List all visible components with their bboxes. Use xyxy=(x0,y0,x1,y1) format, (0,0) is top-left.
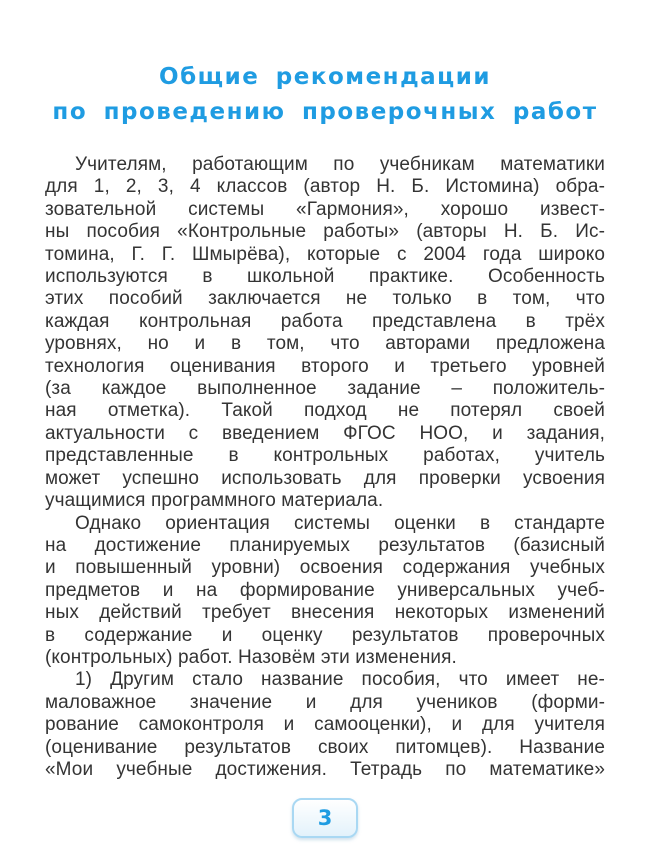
text-line: представленные в контрольных работах, учитель xyxy=(45,445,605,467)
text-line: и повышенный уровни) освоения содержания учебных xyxy=(45,557,605,579)
page-title xyxy=(35,60,615,130)
text-line: (оценивание результатов своих питомцев). Название xyxy=(45,736,605,758)
text-line: Однако ориентация системы оценки в стандарте xyxy=(75,512,605,534)
text-line: ны пособия «Контрольные работы» (авторы Н. Б. Ис- xyxy=(45,221,605,243)
text-line: каждая контрольная работа представлена в трёх xyxy=(45,310,605,332)
page-number: 3 xyxy=(317,806,333,830)
text-line: актуальности с введением ФГОС НОО, и задания, xyxy=(45,422,605,444)
text-line: 1) Другим стало название пособия, что имеет не- xyxy=(75,669,605,691)
page-title-line-2: по проведению проверочных работ xyxy=(52,99,598,125)
page-title-line-1: Общие рекомендации xyxy=(159,64,491,90)
text-line: в содержание и оценку результатов проверочных xyxy=(45,624,605,646)
text-line: рование самоконтроля и самооценки), и для учителя xyxy=(45,714,605,736)
text-line: предметов и на формирование универсальных учеб- xyxy=(45,579,605,601)
text-line: ных действий требует внесения некоторых изменений xyxy=(45,602,605,624)
body-text xyxy=(45,154,605,781)
text-line: этих пособий заключается не только в том, что xyxy=(45,288,605,310)
text-line: (за каждое выполненное задание – положитель- xyxy=(45,378,605,400)
text-line: технология оценивания второго и третьего уровней xyxy=(45,355,605,377)
text-line: для 1, 2, 3, 4 классов (автор Н. Б. Истомина) обра- xyxy=(45,176,605,198)
text-line: на достижение планируемых результатов (базисный xyxy=(45,534,605,556)
text-line: может успешно использовать для проверки усвоения xyxy=(45,467,605,489)
text-line: маловажное значение и для учеников (форми- xyxy=(45,691,605,713)
text-line: «Мои учебные достижения. Тетрадь по математике» xyxy=(45,758,605,780)
page-number-badge xyxy=(292,798,358,838)
text-line: учащимися программного материала. xyxy=(45,490,384,512)
text-line: используются в школьной практике. Особенность xyxy=(45,266,605,288)
text-line: томина, Г. Г. Шмырёва), которые с 2004 года широко xyxy=(45,243,605,265)
text-line: уровнях, но и в том, что авторами предложена xyxy=(45,333,605,355)
text-line: Учителям, работающим по учебникам математики xyxy=(75,154,605,175)
text-line: ная отметка). Такой подход не потерял своей xyxy=(45,400,605,422)
text-line: (контрольных) работ. Назовём эти изменения. xyxy=(45,646,457,668)
text-line: зовательной системы «Гармония», хорошо извест- xyxy=(45,198,605,220)
